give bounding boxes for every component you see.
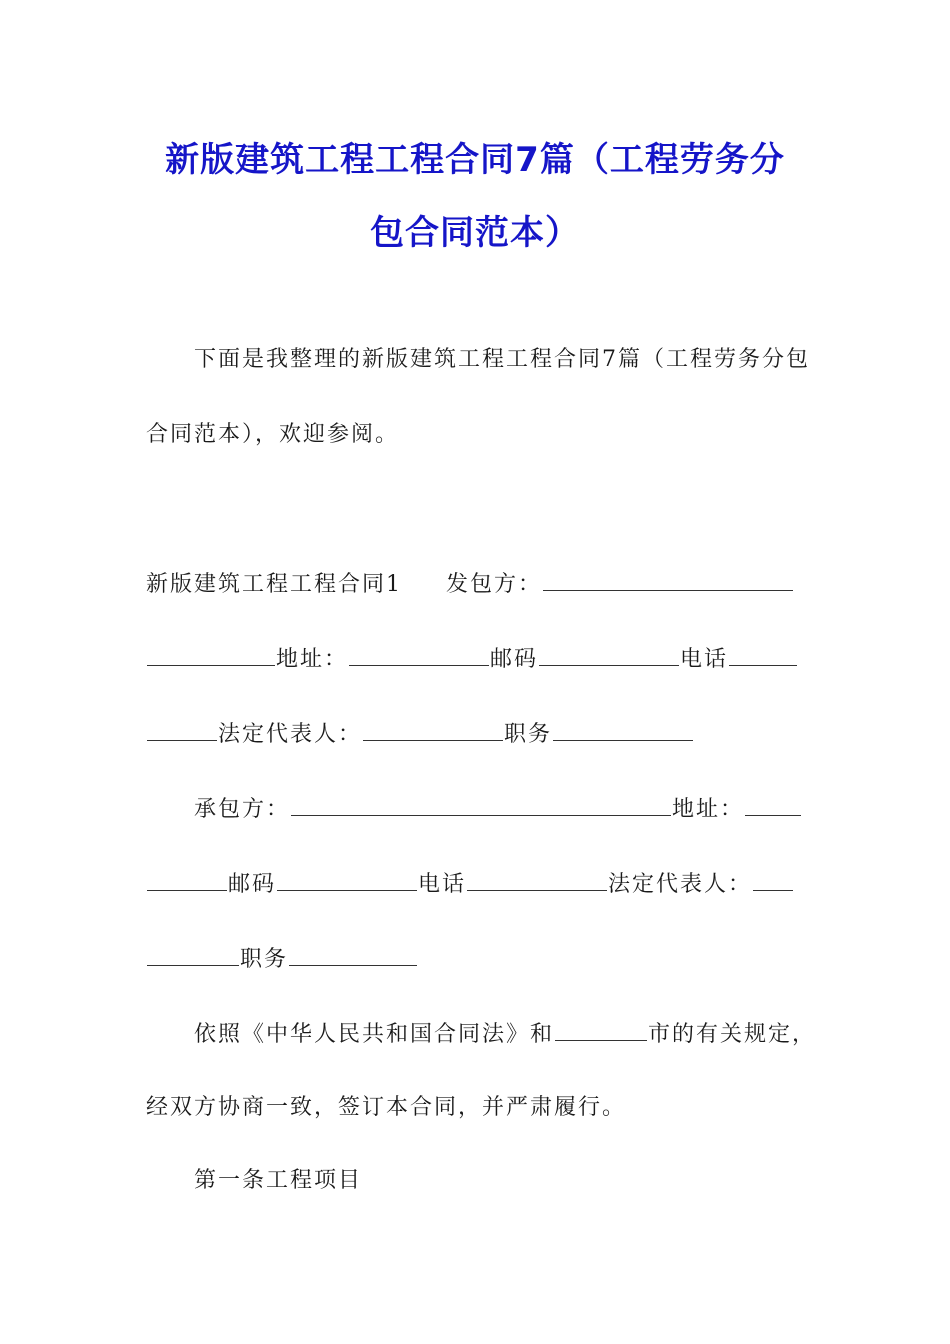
contractor-legal-rep-blank-cont[interactable] [147,943,239,966]
contractor-name-blank[interactable] [291,793,671,816]
basis-line-1 [194,1018,816,1050]
employer-address-label: 地址： [276,647,349,672]
contractor-position-blank[interactable] [289,943,417,966]
intro-paragraph-line-1: 下面是我整理的新版建筑工程工程合同7篇（工程劳务分包 [194,347,810,372]
employer-legal-rep-label: 法定代表人： [218,722,363,747]
contractor-address-label: 地址： [672,797,745,822]
basis-line-2: 经双方协商一致，签订本合同，并严肃履行。 [146,1095,627,1120]
employer-label: 发包方： [446,572,543,597]
employer-name-blank[interactable] [543,568,793,591]
employer-phone-blank-cont[interactable] [147,718,217,741]
contractor-address-blank[interactable] [745,793,801,816]
employer-phone-label: 电话 [680,647,729,672]
contractor-address-blank-cont[interactable] [147,868,227,891]
employer-legal-rep-blank[interactable] [363,718,503,741]
employer-position-blank[interactable] [553,718,693,741]
contractor-postcode-label: 邮码 [228,872,277,897]
basis-text-part-2: 市的有关规定， [648,1022,817,1047]
document-title-line-1: 新版建筑工程工程合同7篇（工程劳务分 [165,140,785,180]
contractor-line-2 [146,868,794,900]
contractor-phone-blank[interactable] [467,868,607,891]
contractor-line-3 [146,943,418,975]
contractor-label: 承包方： [194,797,291,822]
employer-name-blank-cont[interactable] [147,643,275,666]
contractor-legal-rep-label: 法定代表人： [608,872,753,897]
city-blank[interactable] [555,1018,647,1041]
contractor-line-1 [194,793,802,825]
contract-heading-line [146,568,794,600]
basis-text-part-1: 依照《中华人民共和国合同法》和 [194,1022,555,1047]
document-title-line-2: 包合同范本） [370,213,580,253]
article-1-heading: 第一条工程项目 [194,1168,363,1193]
employer-address-blank[interactable] [349,643,489,666]
employer-details-line-2 [146,718,694,750]
contractor-phone-label: 电话 [418,872,467,897]
employer-phone-blank[interactable] [729,643,797,666]
contractor-position-label: 职务 [240,947,289,972]
employer-position-label: 职务 [504,722,553,747]
intro-paragraph-line-2: 合同范本），欢迎参阅。 [146,422,400,447]
contract-heading: 新版建筑工程工程合同1 [146,572,402,597]
contractor-legal-rep-blank[interactable] [753,868,793,891]
employer-details-line-1 [146,643,798,675]
employer-postcode-blank[interactable] [539,643,679,666]
contractor-postcode-blank[interactable] [277,868,417,891]
employer-postcode-label: 邮码 [490,647,539,672]
